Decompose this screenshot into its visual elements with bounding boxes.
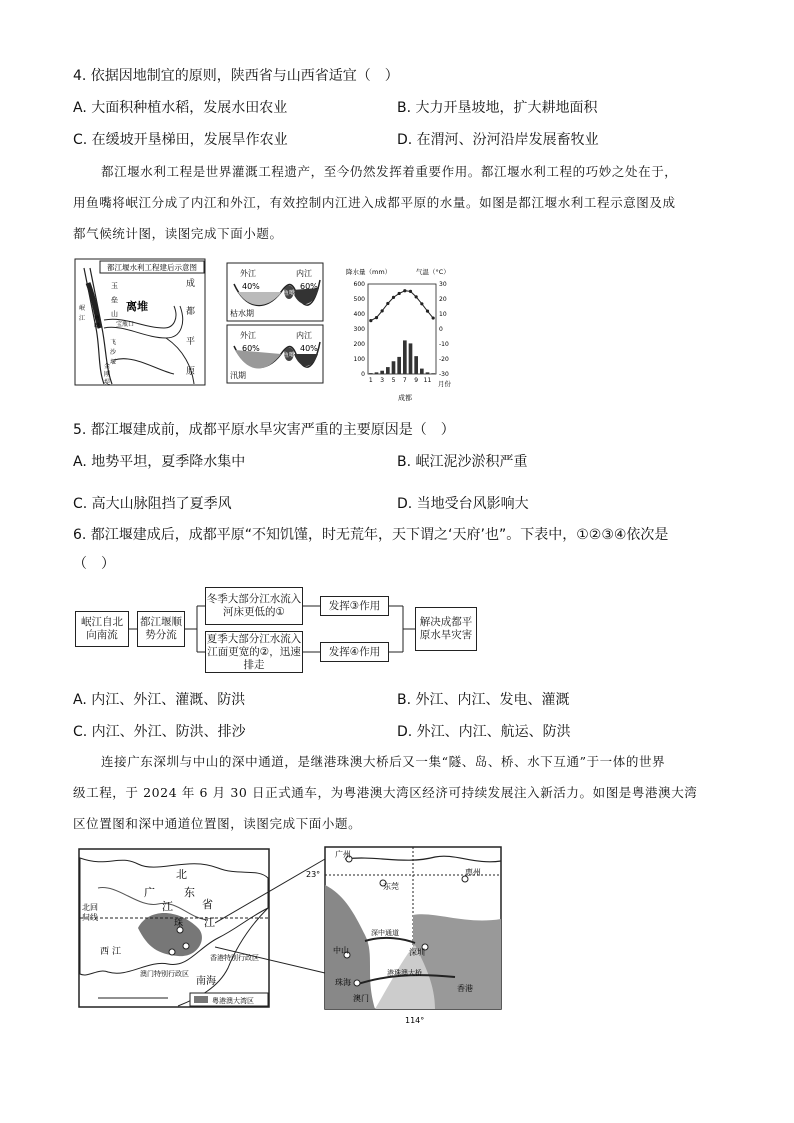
map-label: 堰 bbox=[110, 359, 117, 366]
temperature-point bbox=[432, 316, 435, 319]
map-label: 江 bbox=[162, 900, 173, 913]
precip-bar bbox=[431, 373, 435, 374]
passage-dujiangyan bbox=[73, 162, 719, 255]
flow-box-summer: 夏季大部分江水流入江面更宽的②，迅速排走 bbox=[205, 631, 303, 673]
map-label: 省 bbox=[202, 898, 213, 911]
y1-tick-label: 300 bbox=[353, 326, 365, 333]
season-label: 汛期 bbox=[230, 371, 246, 380]
city-hongkong: 香港 bbox=[457, 984, 473, 993]
flow-box-effect4: 发挥④作用 bbox=[320, 642, 389, 662]
precip-bar bbox=[392, 361, 396, 374]
chengdu-climate-chart bbox=[340, 264, 470, 404]
flow-box-minjiang: 岷江自北向南流 bbox=[75, 611, 129, 647]
plot-frame bbox=[368, 284, 436, 374]
x-tick-label: 1 bbox=[368, 377, 373, 384]
precip-bar bbox=[420, 369, 424, 374]
x-tick-label: 5 bbox=[391, 377, 396, 384]
city-shenzhen: 深圳 bbox=[409, 948, 425, 957]
map-label: 平 bbox=[186, 337, 196, 347]
y1-tick-label: 0 bbox=[361, 371, 365, 378]
dujiangyan-map bbox=[74, 258, 206, 386]
map-label: 原 bbox=[186, 367, 196, 377]
y2-tick-label: 30 bbox=[439, 281, 447, 288]
city-dongguan: 东莞 bbox=[383, 882, 399, 891]
map-label: 宝瓶口 bbox=[116, 321, 135, 328]
passage-line: 级工程，于 2024 年 6 月 30 日正式通车，为粤港澳大湾区经济可持续发展注入新活力。如图是粤港澳大湾 bbox=[73, 785, 698, 800]
temperature-point bbox=[375, 316, 378, 319]
outer-river-label: 外江 bbox=[240, 331, 256, 340]
passage-line: 用鱼嘴将岷江分成了内江和外江，有效控制内江进入成都平原的水量。如图是都江堰水利工程示意图及成 bbox=[73, 195, 676, 210]
y2-axis-label: 气温（°C） bbox=[416, 268, 450, 276]
precip-bar bbox=[409, 343, 413, 374]
map-label: 垒 bbox=[111, 296, 118, 304]
inner-river-label: 内江 bbox=[296, 269, 312, 278]
y1-tick-label: 500 bbox=[353, 296, 365, 303]
passage-line: 都江堰水利工程是世界灌溉工程遗产，至今仍然发挥着重要作用。都江堰水利工程的巧妙之处在于， bbox=[101, 164, 678, 179]
inner-percent: 40% bbox=[300, 344, 318, 353]
map-label: 山 bbox=[111, 310, 118, 318]
temperature-point bbox=[386, 302, 389, 305]
longitude-label: 114° bbox=[405, 1016, 425, 1025]
inner-percent: 60% bbox=[300, 282, 318, 291]
q5-option-a: A. 地势平坦，夏季降水集中 bbox=[73, 454, 246, 470]
map-label: 鱼 bbox=[94, 315, 101, 322]
tunnel-label: 深中通道 bbox=[371, 929, 399, 937]
shenzhong-channel-map bbox=[305, 845, 505, 1025]
map-label: 玉 bbox=[111, 282, 118, 290]
temperature-point bbox=[403, 289, 406, 292]
temperature-point bbox=[381, 309, 384, 312]
q5-option-b: B. 岷江泥沙淤积严重 bbox=[397, 454, 528, 470]
y2-tick-label: 10 bbox=[439, 311, 447, 318]
city-macau: 澳门 bbox=[353, 994, 369, 1003]
precip-bar bbox=[426, 372, 430, 374]
map-label: 广 bbox=[144, 886, 155, 899]
passage-shenzhong bbox=[73, 752, 719, 845]
temperature-line bbox=[371, 291, 433, 321]
temperature-point bbox=[415, 295, 418, 298]
outer-percent: 60% bbox=[242, 344, 260, 353]
y2-tick-label: 20 bbox=[439, 296, 447, 303]
y2-tick-label: 0 bbox=[439, 326, 443, 333]
fish-mouth-label: 鱼嘴 bbox=[282, 290, 296, 297]
legend-label: 粤港澳大湾区 bbox=[212, 997, 254, 1005]
flow-box-effect3: 发挥③作用 bbox=[320, 596, 389, 616]
temperature-point bbox=[420, 302, 423, 305]
south-sea-label: 南海 bbox=[196, 976, 216, 987]
city-guangzhou: 广州 bbox=[335, 850, 351, 859]
precip-bar bbox=[397, 357, 401, 374]
q6-option-b: B. 外江、内江、发电、灌溉 bbox=[397, 692, 570, 708]
temperature-point bbox=[426, 310, 429, 313]
q4-option-b: B. 大力开垦坡地，扩大耕地面积 bbox=[397, 100, 598, 116]
q6-stem: 6. 都江堰建成后，成都平原“不知饥馑，时无荒年，天下谓之‘天府’也”。下表中，①②③④依次是 bbox=[73, 527, 669, 543]
hong-kong-label: 香港特别行政区 bbox=[210, 954, 259, 962]
temperature-point bbox=[409, 290, 412, 293]
map-label: 沙 bbox=[110, 349, 117, 356]
city-zhongshan: 中山 bbox=[333, 946, 349, 955]
precip-bar bbox=[414, 356, 418, 374]
flow-box-result: 解决成都平原水旱灾害 bbox=[415, 607, 477, 651]
map-label: 金 bbox=[104, 363, 111, 370]
map-title: 都江堰水利工程建后示意图 bbox=[107, 263, 197, 272]
map-label-north: 北 bbox=[176, 868, 187, 881]
q6-paren: （ ） bbox=[73, 556, 115, 572]
tropic-label: 归线 bbox=[82, 913, 98, 922]
map-label: 堤 bbox=[104, 379, 111, 386]
y1-tick-label: 600 bbox=[353, 281, 365, 288]
map-label: 岷 bbox=[79, 305, 86, 312]
y1-tick-label: 400 bbox=[353, 311, 365, 318]
temperature-point bbox=[369, 319, 372, 322]
passage-line: 都气候统计图，读图完成下面小题。 bbox=[73, 226, 283, 241]
precip-bar bbox=[380, 371, 384, 374]
precip-bar bbox=[369, 373, 373, 374]
temperature-point bbox=[392, 296, 395, 299]
map-label: 珠 bbox=[174, 919, 184, 929]
map-label: 江 bbox=[112, 947, 122, 957]
temperature-point bbox=[398, 292, 401, 295]
x-tick-label: 7 bbox=[402, 377, 407, 384]
passage-line: 连接广东深圳与中山的深中通道，是继港珠澳大桥后又一集“隧、岛、桥、水下互通”于一体的世界 bbox=[101, 754, 666, 769]
q4-option-c: C. 在缓坡开垦梯田，发展旱作农业 bbox=[73, 132, 288, 148]
bridge-label: 港珠澳大桥 bbox=[387, 969, 422, 977]
x-tick-label: 3 bbox=[380, 377, 385, 384]
q4-stem: 4. 依据因地制宜的原则，陕西省与山西省适宜（ ） bbox=[73, 68, 399, 84]
q5-option-c: C. 高大山脉阻挡了夏季风 bbox=[73, 496, 232, 512]
city-zhuhai: 珠海 bbox=[335, 978, 351, 987]
map-label: 嘴 bbox=[94, 323, 101, 330]
flowchart bbox=[73, 584, 493, 674]
map-label: 刚 bbox=[104, 371, 111, 378]
outer-percent: 40% bbox=[242, 282, 260, 291]
city-huizhou: 惠州 bbox=[465, 868, 481, 877]
x-tick-label: 11 bbox=[423, 377, 432, 384]
y1-tick-label: 100 bbox=[353, 356, 365, 363]
flow-box-winter: 冬季大部分江水流入河床更低的① bbox=[205, 587, 303, 625]
outer-river-label: 外江 bbox=[240, 269, 256, 278]
q6-option-d: D. 外江、内江、航运、防洪 bbox=[397, 724, 571, 740]
y2-tick-label: -10 bbox=[439, 341, 449, 348]
flood-season-section bbox=[226, 324, 324, 384]
q6-option-c: C. 内江、外江、防洪、排沙 bbox=[73, 724, 246, 740]
x-tick-label: 9 bbox=[414, 377, 419, 384]
precip-bar bbox=[386, 367, 390, 374]
macau-label: 澳门特别行政区 bbox=[140, 970, 189, 978]
x-axis-label: 月份 bbox=[438, 380, 451, 388]
y1-tick-label: 200 bbox=[353, 341, 365, 348]
q5-stem: 5. 都江堰建成前，成都平原水旱灾害严重的主要原因是（ ） bbox=[73, 422, 455, 438]
tropic-label: 北回 bbox=[82, 903, 98, 912]
q4-option-d: D. 在渭河、汾河沿岸发展畜牧业 bbox=[397, 132, 599, 148]
q6-option-a: A. 内江、外江、灌溉、防洪 bbox=[73, 692, 246, 708]
map-label: 成 bbox=[186, 279, 196, 289]
map-label: 都 bbox=[186, 307, 196, 317]
map-label: 离堆 bbox=[126, 300, 148, 313]
map-label: 西 bbox=[100, 947, 110, 957]
fish-mouth-label: 鱼嘴 bbox=[282, 352, 296, 359]
season-label: 枯水期 bbox=[230, 309, 254, 318]
legend-swatch bbox=[194, 996, 208, 1003]
map-label: 江 bbox=[79, 315, 86, 322]
map-label: 飞 bbox=[110, 339, 117, 346]
precip-bar bbox=[403, 340, 407, 374]
y2-tick-label: -20 bbox=[439, 356, 449, 363]
y2-tick-label: -30 bbox=[439, 371, 449, 378]
q5-option-d: D. 当地受台风影响大 bbox=[397, 496, 529, 512]
y1-axis-label: 降水量（mm） bbox=[346, 268, 392, 276]
precip-bar bbox=[375, 372, 379, 374]
map-label: 东 bbox=[184, 886, 195, 899]
dry-season-section bbox=[226, 262, 324, 322]
q4-option-a: A. 大面积种植水稻，发展水田农业 bbox=[73, 100, 288, 116]
map-label: 江 bbox=[204, 916, 215, 929]
latitude-label: 23° bbox=[306, 870, 321, 879]
city-label: 成都 bbox=[398, 394, 412, 402]
inner-river-label: 内江 bbox=[296, 331, 312, 340]
passage-line: 区位置图和深中通道位置图，读图完成下面小题。 bbox=[73, 816, 362, 831]
flow-box-dujiangyan: 都江堰顺势分流 bbox=[137, 611, 185, 647]
